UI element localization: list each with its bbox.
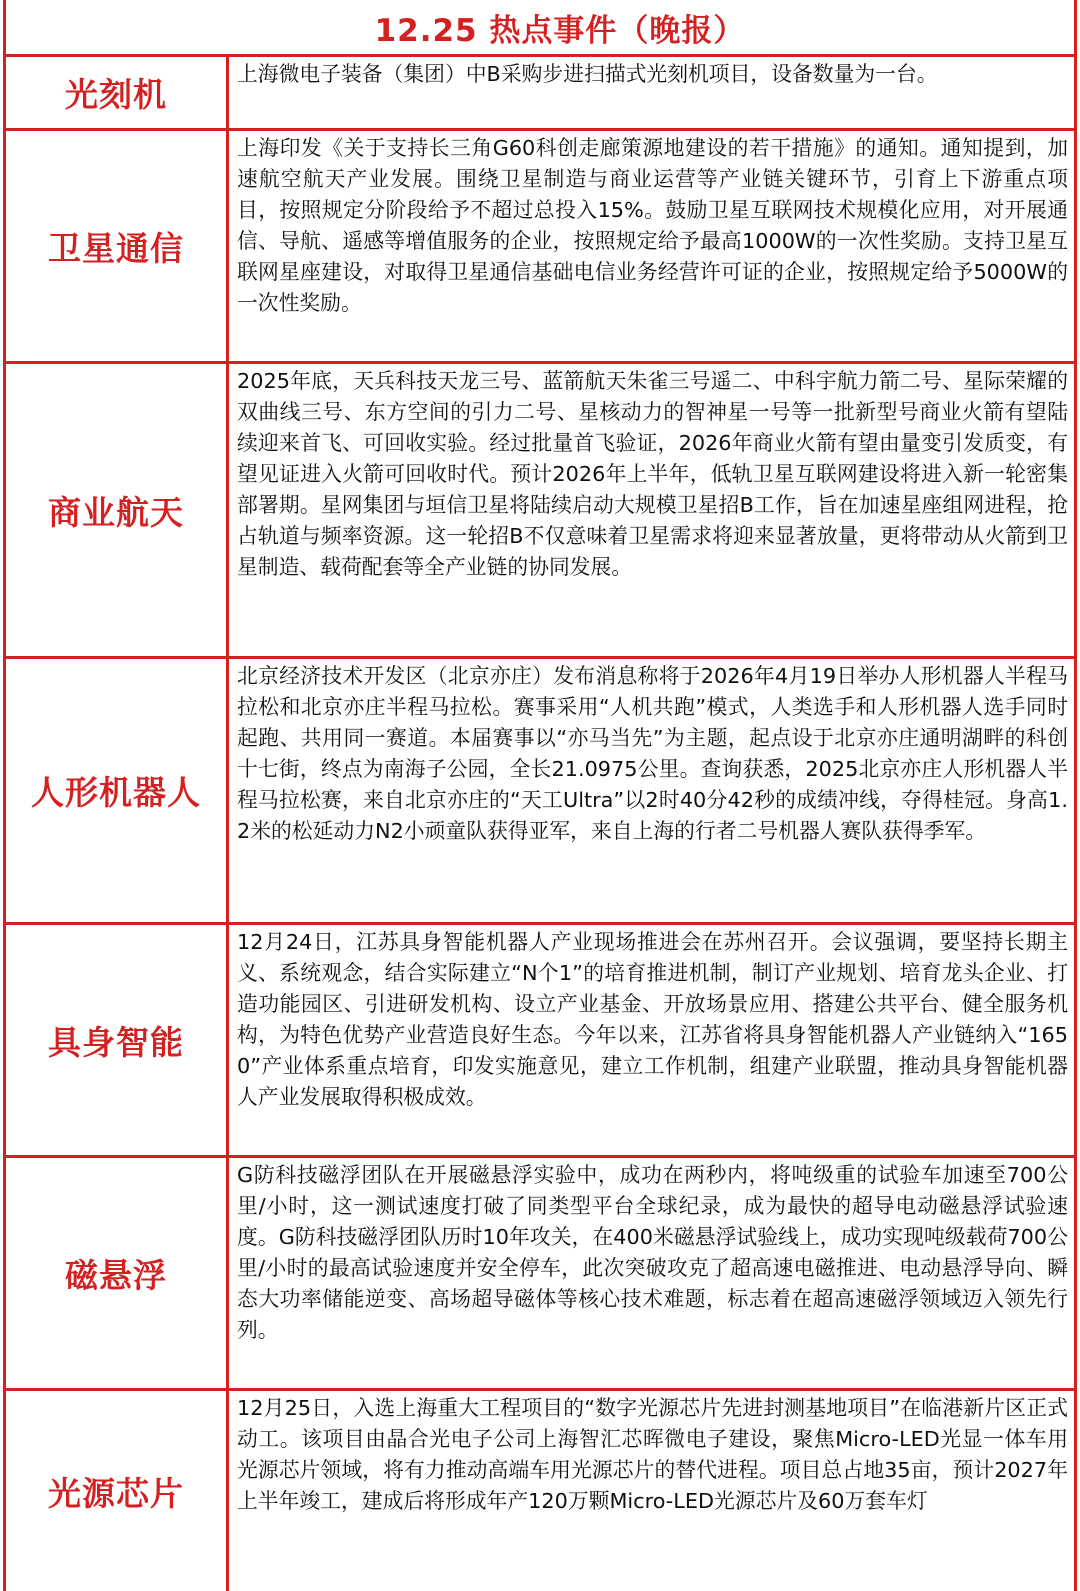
event-description: 北京经济技术开发区（北京亦庄）发布消息称将于2026年4月19日举办人形机器人半程马拉松和北京亦庄半程马拉松。赛事采用“人机共跑”模式，人类选手和人形机器人选手同时起跑、共用同一赛道。本届赛事以“亦马当先”为主题，起点设于北京亦庄通明湖畔的科创十七街，终点为南海子公园，全长21.0975公里。查询获悉，2025北京亦庄人形机器人半程马拉松赛，来自北京亦庄的“天工Ultra”以2时40分42秒的成绩冲线，夺得桂冠。身高1.2米的松延动力N2小顽童队获得亚军，来自上海的行者二号机器人赛队获得季军。	[237, 664, 1068, 843]
event-description: G防科技磁浮团队在开展磁悬浮实验中，成功在两秒内，将吨级重的试验车加速至700公里/小时，这一测试速度打破了同类型平台全球纪录，成为最快的超导电动磁悬浮试验速度。G防科技磁浮团队历时10年攻关，在400米磁悬浮试验线上，成功实现吨级载荷700公里/小时的最高试验速度并安全停车，此次突破攻克了超高速电磁推进、电动悬浮导向、瞬态大功率储能逆变、高场超导磁体等核心技术难题，标志着在超高速磁浮领域迈入领先行列。	[237, 1163, 1068, 1342]
category-label: 商业航天	[6, 364, 229, 656]
category-label: 光刻机	[6, 57, 229, 128]
category-label: 具身智能	[6, 925, 229, 1155]
event-row-satellite-communication	[6, 131, 1074, 364]
page-title: 12.25 热点事件（晚报）	[374, 12, 746, 49]
category-label: 光源芯片	[6, 1391, 229, 1591]
event-row-maglev	[6, 1158, 1074, 1391]
hot-events-table	[3, 0, 1077, 1591]
category-label: 人形机器人	[6, 659, 229, 922]
category-label: 磁悬浮	[6, 1158, 229, 1388]
event-description: 上海印发《关于支持长三角G60科创走廊策源地建设的若干措施》的通知。通知提到，加速航空航天产业发展。围绕卫星制造与商业运营等产业链关键环节，引育上下游重点项目，按照规定分阶段给予不超过总投入15%。鼓励卫星互联网技术规模化应用，对开展通信、导航、遥感等增值服务的企业，按照规定给予最高1000W的一次性奖励。支持卫星互联网星座建设，对取得卫星通信基础电信业务经营许可证的企业，按照规定给予5000W的一次性奖励。	[237, 136, 1068, 315]
event-row-light-source-chip	[6, 1391, 1074, 1591]
event-description: 2025年底，天兵科技天龙三号、蓝箭航天朱雀三号遥二、中科宇航力箭二号、星际荣耀的双曲线三号、东方空间的引力二号、星核动力的智神星一号等一批新型号商业火箭有望陆续迎来首飞、可回收实验。经过批量首飞验证，2026年商业火箭有望由量变引发质变，有望见证进入火箭可回收时代。预计2026年上半年，低轨卫星互联网建设将进入新一轮密集部署期。星网集团与垣信卫星将陆续启动大规模卫星招B工作，旨在加速星座组网进程，抢占轨道与频率资源。这一轮招B不仅意味着卫星需求将迎来显著放量，更将带动从火箭到卫星制造、载荷配套等全产业链的协同发展。	[237, 369, 1068, 579]
event-description: 12月24日，江苏具身智能机器人产业现场推进会在苏州召开。会议强调，要坚持长期主义、系统观念，结合实际建立“N个1”的培育推进机制，制订产业规划、培育龙头企业、打造功能园区、引进研发机构、设立产业基金、开放场景应用、搭建公共平台、健全服务机构，为特色优势产业营造良好生态。今年以来，江苏省将具身智能机器人产业链纳入“1650”产业体系重点培育，印发实施意见，建立工作机制，组建产业联盟，推动具身智能机器人产业发展取得积极成效。	[237, 930, 1068, 1109]
event-row-lithography	[6, 57, 1074, 131]
event-row-commercial-aerospace	[6, 364, 1074, 659]
event-row-humanoid-robot	[6, 659, 1074, 925]
event-description: 上海微电子装备（集团）中B采购步进扫描式光刻机项目，设备数量为一台。	[237, 62, 938, 86]
title-row	[6, 0, 1074, 57]
event-description: 12月25日，入选上海重大工程项目的“数字光源芯片先进封测基地项目”在临港新片区正式动工。该项目由晶合光电子公司上海智汇芯晖微电子建设，聚焦Micro-LED光显一体车用光源芯片领域，将有力推动高端车用光源芯片的替代进程。项目总占地35亩，预计2027年上半年竣工，建成后将形成年产120万颗Micro-LED光源芯片及60万套车灯	[237, 1396, 1068, 1513]
event-row-embodied-intelligence	[6, 925, 1074, 1158]
category-label: 卫星通信	[6, 131, 229, 361]
